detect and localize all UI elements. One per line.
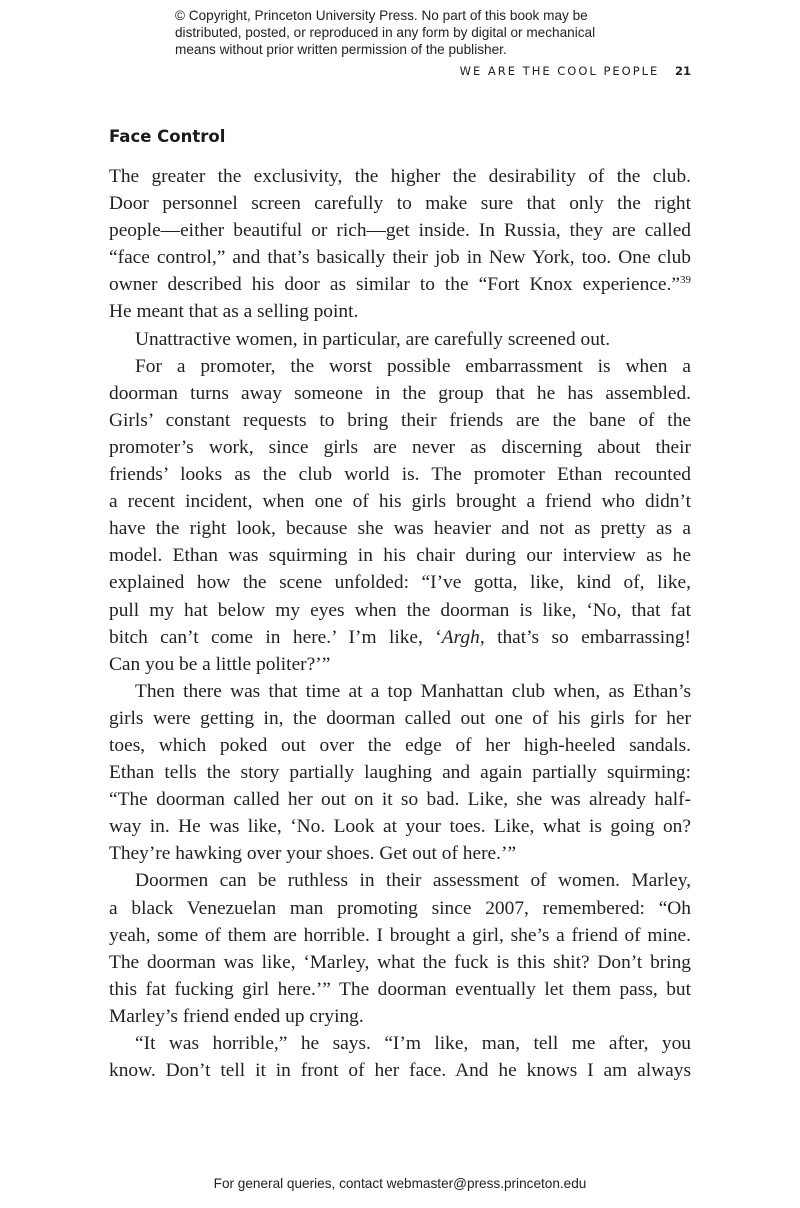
text-span: way in. He was like, ‘No. Look at your toes. Like, what is going on? bbox=[109, 816, 691, 838]
text-span: “The doorman called her out on it so bad. Like, she was already half- bbox=[109, 789, 691, 811]
text-line bbox=[109, 1030, 691, 1057]
text-line bbox=[109, 353, 691, 380]
text-line bbox=[109, 651, 691, 678]
copyright-notice bbox=[175, 7, 645, 58]
text-line bbox=[109, 190, 691, 217]
text-line bbox=[109, 298, 691, 325]
text-span: yeah, some of them are horrible. I brought a girl, she’s a friend of mine. bbox=[109, 924, 691, 946]
text-span: Can you be a little politer?’” bbox=[109, 653, 331, 675]
text-span: Girls’ constant requests to bring their friends are the bane of the bbox=[109, 409, 691, 431]
text-line bbox=[109, 732, 691, 759]
text-span: have the right look, because she was heavier and not as pretty as a bbox=[109, 518, 691, 540]
text-line bbox=[109, 678, 691, 705]
text-span: They’re hawking over your shoes. Get out of here.’” bbox=[109, 843, 517, 865]
text-span: owner described his door as similar to the “Fort Knox experience.” bbox=[109, 274, 680, 296]
text-line bbox=[109, 1057, 691, 1084]
section-heading: Face Control bbox=[109, 127, 226, 146]
text-line bbox=[109, 813, 691, 840]
text-span: model. Ethan was squirming in his chair during our interview as he bbox=[109, 545, 691, 567]
text-span: promoter’s work, since girls are never as discerning about their bbox=[109, 436, 691, 458]
text-span: “face control,” and that’s basically their job in New York, too. One club bbox=[109, 247, 691, 269]
text-line bbox=[109, 976, 691, 1003]
text-line bbox=[109, 407, 691, 434]
text-span: He meant that as a selling point. bbox=[109, 301, 359, 323]
text-span: girls were getting in, the doorman called out one of his girls for her bbox=[109, 707, 691, 729]
text-line bbox=[109, 705, 691, 732]
copyright-line: means without prior written permission of the publisher. bbox=[175, 42, 507, 57]
text-span: bitch can’t come in here.’ I’m like, ‘ bbox=[109, 626, 442, 648]
text-line bbox=[109, 515, 691, 542]
text-span: For a promoter, the worst possible embarrassment is when a bbox=[135, 355, 691, 377]
italic-text: Argh bbox=[441, 626, 480, 648]
text-span: Doormen can be ruthless in their assessment of women. Marley, bbox=[135, 870, 691, 892]
text-line bbox=[109, 326, 691, 353]
text-line bbox=[109, 434, 691, 461]
text-line bbox=[109, 840, 691, 867]
text-span: The doorman was like, ‘Marley, what the fuck is this shit? Don’t bring bbox=[109, 951, 691, 973]
text-span: “It was horrible,” he says. “I’m like, man, tell me after, you bbox=[135, 1033, 691, 1054]
text-span: Unattractive women, in particular, are carefully screened out. bbox=[135, 328, 611, 350]
running-head bbox=[460, 64, 691, 78]
text-span: Marley’s friend ended up crying. bbox=[109, 1005, 364, 1027]
text-line bbox=[109, 488, 691, 515]
text-line bbox=[109, 597, 691, 624]
running-head-title: WE ARE THE COOL PEOPLE bbox=[459, 64, 660, 78]
text-line bbox=[109, 1003, 691, 1030]
text-line bbox=[109, 380, 691, 407]
text-span: a black Venezuelan man promoting since 2007, remembered: “Oh bbox=[109, 897, 691, 919]
text-line bbox=[109, 867, 691, 894]
text-span: this fat fucking girl here.’” The doorman eventually let them pass, but bbox=[109, 978, 691, 1000]
copyright-line: distributed, posted, or reproduced in any form by digital or mechanical bbox=[175, 25, 596, 40]
text-span: friends’ looks as the club world is. The promoter Ethan recounted bbox=[109, 464, 691, 486]
body-text bbox=[109, 163, 691, 1084]
text-line bbox=[109, 949, 691, 976]
text-span: toes, which poked out over the edge of her high-heeled sandals. bbox=[109, 734, 691, 756]
text-span: Ethan tells the story partially laughing and again partially squirming: bbox=[109, 762, 691, 784]
footer-contact: For general queries, contact webmaster@press.princeton.edu bbox=[213, 1176, 587, 1191]
page-number: 21 bbox=[674, 64, 691, 78]
text-line bbox=[109, 895, 691, 922]
text-span: Then there was that time at a top Manhattan club when, as Ethan’s bbox=[135, 680, 691, 702]
text-line bbox=[109, 569, 691, 596]
text-line bbox=[109, 922, 691, 949]
text-line bbox=[109, 786, 691, 813]
text-line bbox=[109, 759, 691, 786]
text-span: people—either beautiful or rich—get inside. In Russia, they are called bbox=[109, 220, 691, 242]
text-span: a recent incident, when one of his girls brought a friend who didn’t bbox=[109, 491, 691, 513]
text-span: Door personnel screen carefully to make sure that only the right bbox=[109, 193, 691, 215]
text-span: know. Don’t tell it in front of her face. And he knows I am always bbox=[109, 1060, 691, 1082]
text-line bbox=[109, 217, 691, 244]
text-span: , that’s so embarrassing! bbox=[479, 626, 691, 648]
text-line bbox=[109, 624, 691, 651]
text-line bbox=[109, 542, 691, 569]
text-line bbox=[109, 244, 691, 271]
text-span: doorman turns away someone in the group that he has assembled. bbox=[109, 382, 691, 404]
text-line bbox=[109, 163, 691, 190]
text-span: pull my hat below my eyes when the doorman is like, ‘No, that fat bbox=[109, 599, 691, 621]
text-span: explained how the scene unfolded: “I’ve gotta, like, kind of, like, bbox=[109, 572, 691, 594]
text-line bbox=[109, 271, 691, 298]
footnote-marker[interactable]: 39 bbox=[680, 274, 691, 287]
copyright-line: © Copyright, Princeton University Press. No part of this book may be bbox=[175, 8, 588, 23]
text-span: The greater the exclusivity, the higher the desirability of the club. bbox=[109, 166, 691, 187]
text-line bbox=[109, 461, 691, 488]
